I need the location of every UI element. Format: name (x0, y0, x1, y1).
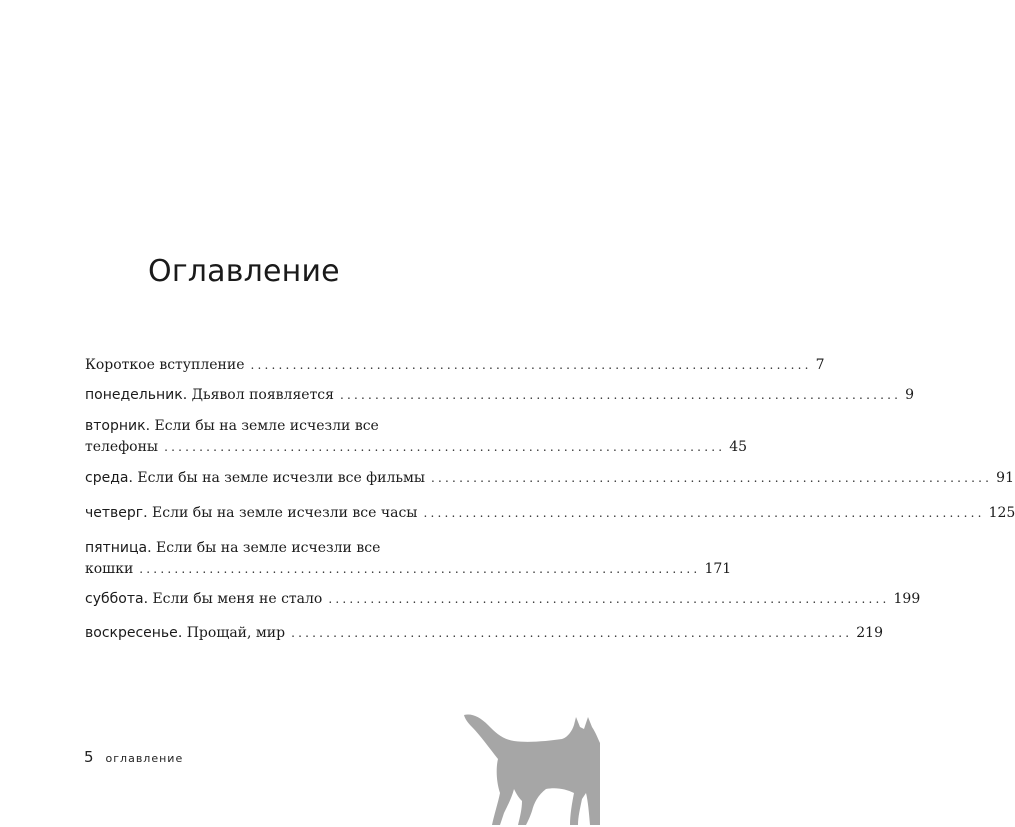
chapter-title: . Прощай, мир (177, 625, 286, 641)
chapter-day-name: воскресенье (85, 625, 178, 641)
toc-entry (85, 589, 921, 610)
toc-page-number: 125 (988, 505, 1015, 521)
toc-entry-title (85, 385, 334, 406)
chapter-title: Короткое вступление (85, 357, 245, 373)
chapter-day-name: понедельник (85, 387, 183, 403)
toc-entry-title (85, 538, 380, 559)
toc-entry-title (85, 503, 417, 524)
page-title: Оглавление (148, 254, 340, 289)
toc-page-number: 9 (905, 387, 915, 403)
toc-entry-title (85, 437, 158, 458)
cat-silhouette-icon (462, 705, 600, 825)
toc-page-number: 45 (729, 439, 748, 455)
toc-entry (85, 623, 883, 644)
toc-page-number: 219 (856, 625, 883, 641)
toc-line (85, 437, 748, 458)
toc-line (85, 538, 456, 559)
toc-entry-title (85, 623, 285, 644)
dot-leader: ................................................................................ (431, 471, 993, 485)
dot-leader: ................................................................................ (339, 388, 902, 402)
toc-line (85, 559, 732, 580)
dot-leader: ................................................................................ (139, 562, 701, 576)
page-footer (84, 748, 183, 766)
toc-entry-title (85, 468, 425, 489)
toc-entry (85, 468, 1014, 489)
chapter-day-name: вторник (85, 418, 146, 434)
chapter-title: телефоны (85, 439, 159, 455)
toc-line (85, 385, 915, 406)
chapter-title: . Если бы меня не стало (143, 591, 323, 607)
running-section-label: оглавление (105, 752, 184, 765)
toc-entry (85, 538, 732, 580)
dot-leader: ................................................................................ (250, 358, 812, 372)
chapter-day-name: среда (85, 470, 129, 486)
toc-line (85, 355, 825, 376)
toc-page-number: 91 (996, 470, 1014, 486)
toc-line (85, 589, 921, 610)
toc-entry-title (85, 559, 133, 580)
chapter-title: . Если бы на земле исчезли все фильмы (128, 470, 426, 486)
toc-page-number: 171 (704, 561, 732, 577)
chapter-title: кошки (85, 561, 134, 577)
chapter-day-name: суббота (85, 591, 144, 607)
toc-page-number: 199 (893, 591, 921, 607)
dot-leader: ................................................................................ (164, 440, 726, 454)
chapter-title: . Дьявол появляется (182, 387, 334, 403)
dot-leader: ................................................................................ (423, 506, 985, 520)
toc-page-number: 7 (815, 357, 825, 373)
chapter-day-name: четверг (85, 505, 144, 521)
toc-line (85, 623, 883, 644)
toc-entry-title (85, 416, 379, 437)
chapter-day-name: пятница (85, 540, 148, 556)
toc-entry (85, 503, 1015, 524)
page-number: 5 (84, 748, 94, 766)
chapter-title: . Если бы на земле исчезли все (145, 418, 379, 434)
chapter-title: . Если бы на земле исчезли все часы (143, 505, 418, 521)
toc-line (85, 416, 456, 437)
chapter-title: . Если бы на земле исчезли все (147, 540, 381, 556)
toc-entry (85, 355, 825, 376)
toc-entry (85, 385, 915, 406)
toc-entry (85, 416, 748, 458)
dot-leader: ................................................................................ (328, 592, 890, 606)
toc-entry-title (85, 589, 322, 610)
toc-entry-title (85, 355, 244, 376)
toc-line (85, 468, 1014, 489)
dot-leader: ................................................................................ (291, 626, 853, 640)
toc-line (85, 503, 1015, 524)
